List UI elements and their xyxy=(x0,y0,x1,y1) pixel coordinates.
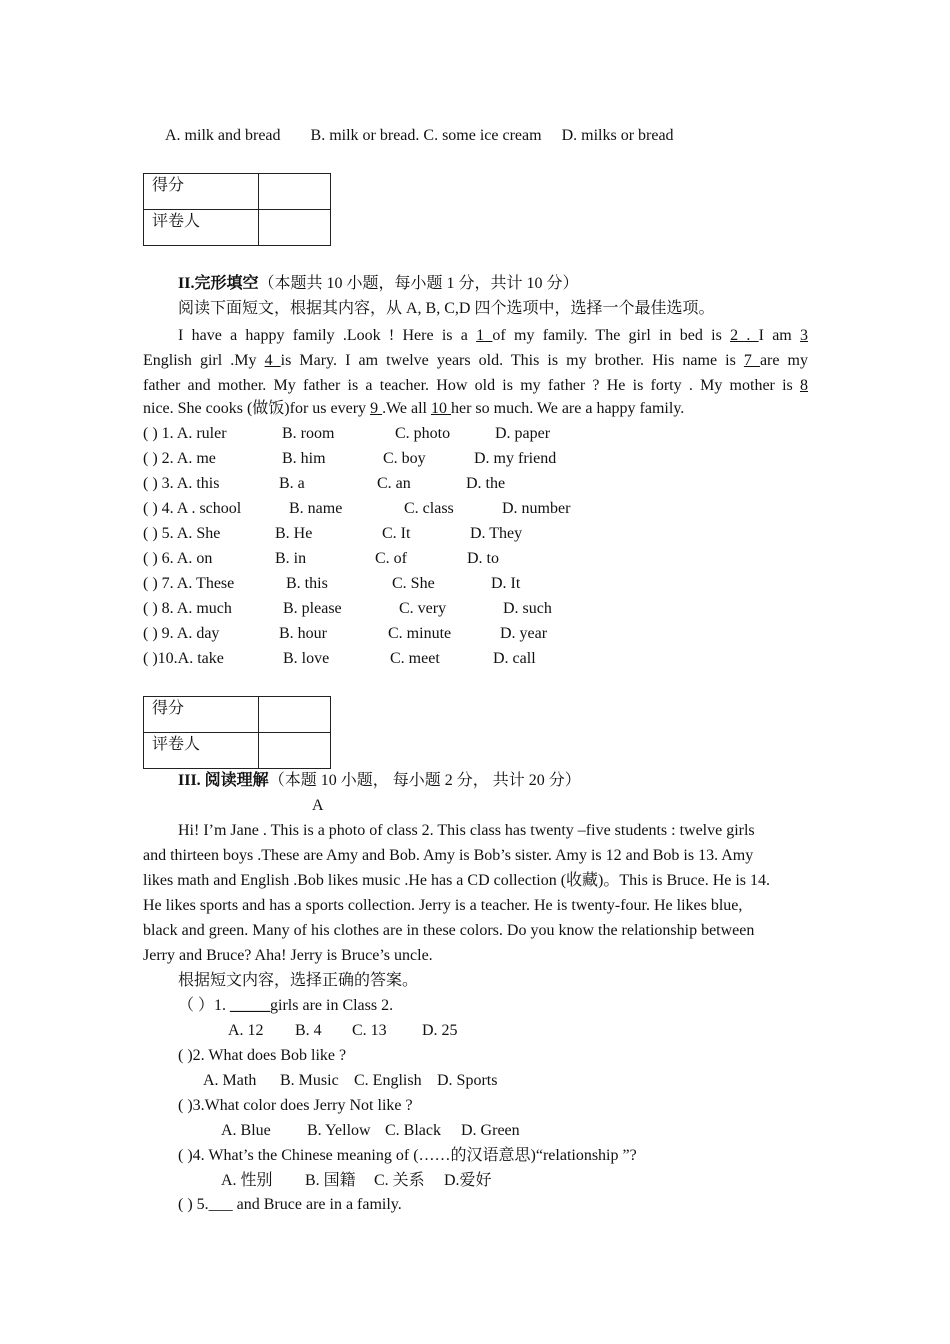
reading-q4-b: B. 国籍 xyxy=(305,1172,356,1189)
score-cell[interactable] xyxy=(259,174,331,210)
cloze-q7-a: ( ) 7. A. These xyxy=(143,575,235,592)
cloze-q1-b: B. room xyxy=(282,425,335,442)
reading-q1-d: D. 25 xyxy=(422,1022,458,1039)
cloze-q5-c: C. It xyxy=(382,525,411,542)
cloze-q3-a: ( ) 3. A. this xyxy=(143,475,220,492)
cloze-q2-b: B. him xyxy=(282,450,326,467)
score-label: 得分 xyxy=(144,174,259,210)
reading-q4-d: D.爱好 xyxy=(444,1172,492,1189)
section3-title: III. 阅读理解 xyxy=(178,772,269,789)
reading-line-1: Hi! I’m Jane . This is a photo of class 2. This class has twenty –five students : twelve girls xyxy=(178,822,755,839)
option-d: D. milks or bread xyxy=(561,127,674,144)
prev-question-options xyxy=(165,125,674,147)
q5-blank: ___ xyxy=(208,1196,233,1213)
cloze-q7-c: C. She xyxy=(392,575,435,592)
blank-9: 9 xyxy=(370,400,383,417)
cloze-q10-a: ( )10.A. take xyxy=(143,650,224,667)
score-label: 得分 xyxy=(144,697,259,733)
cloze-q2-c: C. boy xyxy=(383,450,426,467)
section3-heading xyxy=(178,770,581,792)
cloze-q1-a: ( ) 1. A. ruler xyxy=(143,425,227,442)
section2-instruction: 阅读下面短文，根据其内容，从 A, B, C,D 四个选项中，选择一个最佳选项。 xyxy=(178,300,715,317)
cloze-q2-d: D. my friend xyxy=(474,450,557,467)
cloze-q4-b: B. name xyxy=(289,500,343,517)
blank-8: 8 xyxy=(800,377,808,394)
reading-q4-c: C. 关系 xyxy=(374,1172,425,1189)
section2-note: （本题共 10 小题，每小题 1 分，共计 10 分） xyxy=(258,275,579,292)
grader-cell[interactable] xyxy=(259,210,331,246)
cloze-q2-a: ( ) 2. A. me xyxy=(143,450,216,467)
reading-line-5: black and green. Many of his clothes are in these colors. Do you know the relationship between xyxy=(143,922,755,939)
score-table xyxy=(143,173,331,246)
blank-3: 3 xyxy=(800,327,809,344)
cloze-line-1: I have a happy family .Look ! Here is a 1 of my family. The girl in bed is 2 . I am 3 xyxy=(178,327,809,344)
reading-instruction: 根据短文内容，选择正确的答案。 xyxy=(178,972,419,989)
cloze-q1-d: D. paper xyxy=(495,425,551,442)
cloze-q1-c: C. photo xyxy=(395,425,451,442)
reading-q1-c: C. 13 xyxy=(352,1022,387,1039)
option-a: A. milk and bread xyxy=(165,127,281,144)
reading-q2-c: C. English xyxy=(354,1072,422,1089)
reading-line-3: likes math and English .Bob likes music .He has a CD collection (收藏)。This is Bruce. He is 14. xyxy=(143,872,771,889)
reading-line-2: and thirteen boys .These are Amy and Bob. Amy is Bob’s sister. Amy is 12 and Bob is 13. Amy xyxy=(143,847,754,864)
cloze-q3-b: B. a xyxy=(279,475,305,492)
grader-label: 评卷人 xyxy=(144,733,259,769)
cloze-q5-d: D. They xyxy=(470,525,523,542)
cloze-q3-d: D. the xyxy=(466,475,506,492)
cloze-line-2: English girl .My 4 is Mary. I am twelve years old. This is my brother. His name is 7 are my xyxy=(143,352,809,369)
reading-q1-b: B. 4 xyxy=(295,1022,322,1039)
cloze-q9-a: ( ) 9. A. day xyxy=(143,625,220,642)
cloze-q6-c: C. of xyxy=(375,550,407,567)
score-cell[interactable] xyxy=(259,697,331,733)
reading-q3-d: D. Green xyxy=(461,1122,520,1139)
q1-blank: _____ xyxy=(230,997,271,1014)
cloze-q7-b: B. this xyxy=(286,575,328,592)
cloze-q6-d: D. to xyxy=(467,550,499,567)
cloze-q10-c: C. meet xyxy=(390,650,440,667)
reading-q3-stem: ( )3.What color does Jerry Not like ? xyxy=(178,1097,413,1114)
score-table-2 xyxy=(143,696,331,769)
reading-line-4: He likes sports and has a sports collection. Jerry is a teacher. He is twenty-four. He likes blue, xyxy=(143,897,743,914)
cloze-q4-a: ( ) 4. A . school xyxy=(143,500,242,517)
cloze-q8-a: ( ) 8. A. much xyxy=(143,600,232,617)
reading-q1-a: A. 12 xyxy=(228,1022,264,1039)
reading-q2-d: D. Sports xyxy=(437,1072,498,1089)
cloze-line-4: nice. She cooks (做饭)for us every 9 .We all 10 her so much. We are a happy family. xyxy=(143,400,685,417)
cloze-q5-b: B. He xyxy=(275,525,313,542)
reading-q2-a: A. Math xyxy=(203,1072,257,1089)
cloze-q7-d: D. It xyxy=(491,575,521,592)
blank-7: 7 xyxy=(743,352,760,369)
reading-q3-c: C. Black xyxy=(385,1122,441,1139)
cloze-q5-a: ( ) 5. A. She xyxy=(143,525,221,542)
reading-q4-stem: ( )4. What’s the Chinese meaning of (……的汉语意思)“relationship ”? xyxy=(178,1147,637,1164)
reading-q2-b: B. Music xyxy=(280,1072,339,1089)
cloze-q4-d: D. number xyxy=(502,500,571,517)
reading-q3-b: B. Yellow xyxy=(307,1122,371,1139)
option-c: C. some ice cream xyxy=(423,127,542,144)
cloze-line-3: father and mother. My father is a teacher. How old is my father ? He is forty . My mother is 8 xyxy=(143,377,808,394)
reading-q5-stem: ( ) 5.___ and Bruce are in a family. xyxy=(178,1196,402,1213)
reading-q2-stem: ( )2. What does Bob like ? xyxy=(178,1047,347,1064)
cloze-q8-c: C. very xyxy=(399,600,447,617)
cloze-q8-d: D. such xyxy=(503,600,552,617)
blank-4: 4 xyxy=(264,352,281,369)
cloze-q6-a: ( ) 6. A. on xyxy=(143,550,213,567)
cloze-q9-c: C. minute xyxy=(388,625,452,642)
cloze-q9-d: D. year xyxy=(500,625,548,642)
cloze-q10-b: B. love xyxy=(283,650,330,667)
passage-label: A xyxy=(312,797,324,814)
reading-q3-a: A. Blue xyxy=(221,1122,271,1139)
reading-q4-a: A. 性别 xyxy=(221,1172,273,1189)
grader-cell[interactable] xyxy=(259,733,331,769)
blank-10: 10 xyxy=(430,400,451,417)
cloze-q6-b: B. in xyxy=(275,550,307,567)
blank-2: 2 . xyxy=(730,327,759,344)
reading-line-6: Jerry and Bruce? Aha! Jerry is Bruce’s uncle. xyxy=(143,947,433,964)
blank-1: 1 xyxy=(476,327,493,344)
cloze-q3-c: C. an xyxy=(377,475,411,492)
section2-title: II.完形填空 xyxy=(178,275,259,292)
section3-note: （本题 10 小题， 每小题 2 分， 共计 20 分） xyxy=(268,772,581,789)
option-b: B. milk or bread. xyxy=(310,127,420,144)
cloze-q8-b: B. please xyxy=(283,600,342,617)
grader-label: 评卷人 xyxy=(144,210,259,246)
reading-q1-stem: （ ）1. _____girls are in Class 2. xyxy=(178,997,394,1014)
section2-heading xyxy=(178,273,578,295)
cloze-q4-c: C. class xyxy=(404,500,454,517)
cloze-q10-d: D. call xyxy=(493,650,536,667)
cloze-q9-b: B. hour xyxy=(279,625,327,642)
